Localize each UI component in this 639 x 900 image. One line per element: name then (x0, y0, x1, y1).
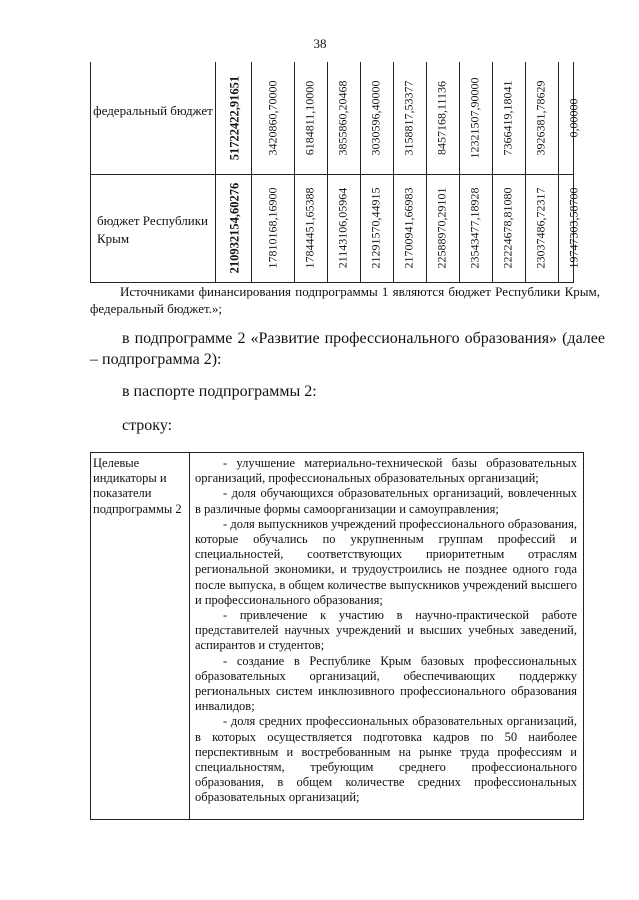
federal-budget-value: 0,00000 (566, 98, 581, 138)
target-item: - доля средних профессиональных образовательных организаций, в которых осуществляется подготовка кадров по 50 наиболее перспективным и востребованным на рынке труда профессиям и специальностям, требующим среднего профессионального образования, в общем количестве средних профессиональных образовательных организаций; (195, 714, 577, 805)
target-item: - доля обучающихся образовательных организаций, вовлеченных в различные формы самоорганизации и самоуправления; (195, 486, 577, 516)
federal-budget-label: федеральный бюджет (93, 103, 213, 118)
crimea-budget-value: 22224678,81080 (500, 187, 515, 269)
crimea-budget-value: 21291570,44915 (368, 187, 383, 269)
target-item: - привлечение к участию в научно-практической работе представителей научных учреждений и высших учебных заведений, аспирантов и студентов; (195, 608, 577, 653)
federal-budget-total: 51722422,91651 (227, 75, 242, 161)
federal-budget-value: 8457168,11136 (434, 80, 449, 156)
page-number: 38 (313, 36, 327, 51)
federal-budget-value: 3030596,40000 (368, 80, 383, 156)
crimea-budget-value: 19747303,58700 (566, 187, 581, 269)
crimea-budget-value: 22588970,29101 (434, 187, 449, 269)
column-divider (189, 453, 190, 819)
crimea-budget-value: 17810168,16900 (265, 187, 280, 269)
target-item: - доля выпускников учреждений профессионального образования, которые обучались по укрупненным группам профессий и специальностей, соответствующих приоритетным отраслям региональной экономики, и трудоустроились не позднее одного года после выпуска, в общем количестве выпускников учреждений высшего и профессионального образования; (195, 516, 577, 607)
crimea-budget-value: 21700941,66983 (401, 187, 416, 269)
sources-note: Источниками финансирования подпрограммы 1 являются бюджет Республики Крым, федеральный бюджет.»; (90, 284, 600, 316)
targets-label: Целевые индикаторы и показатели подпрограммы 2 (93, 456, 182, 516)
targets-list (195, 456, 577, 806)
federal-budget-value: 7366419,18041 (500, 80, 515, 156)
crimea-budget-value: 23543477,18928 (467, 187, 482, 269)
target-item: - улучшение материально-технической базы образовательных организаций, профессиональных образовательных организаций; (195, 456, 577, 486)
targets-table (90, 452, 584, 820)
crimea-budget-total: 210932154,60276 (227, 182, 242, 274)
target-item: - создание в Республике Крым базовых профессиональных образовательных организаций, обеспечивающих поддержку региональных систем инклюзивного профессионального образования инвалидов; (195, 653, 577, 714)
federal-budget-value: 3158817,53377 (401, 80, 416, 156)
subprogram2-paragraph: в подпрограмме 2 «Развитие профессионального образования» (далее – подпрограмма 2): (90, 330, 605, 368)
crimea-budget-value: 21143106,05964 (335, 187, 350, 269)
financing-table (90, 62, 581, 283)
line-paragraph: строку: (122, 417, 173, 434)
crimea-budget-label: бюджет Республики Крым (97, 213, 209, 246)
federal-budget-value: 3926381,78629 (533, 80, 548, 156)
crimea-budget-value: 23037486,72317 (533, 187, 548, 269)
federal-budget-value: 12321507,90000 (467, 77, 482, 159)
federal-budget-value: 6184811,10000 (302, 80, 317, 156)
column-divider (251, 62, 252, 282)
crimea-budget-value: 17844451,65388 (302, 187, 317, 269)
passport-paragraph: в паспорте подпрограммы 2: (122, 383, 317, 400)
federal-budget-value: 3420860,70000 (265, 80, 280, 156)
federal-budget-value: 3855860,20468 (335, 80, 350, 156)
column-divider (215, 62, 216, 282)
